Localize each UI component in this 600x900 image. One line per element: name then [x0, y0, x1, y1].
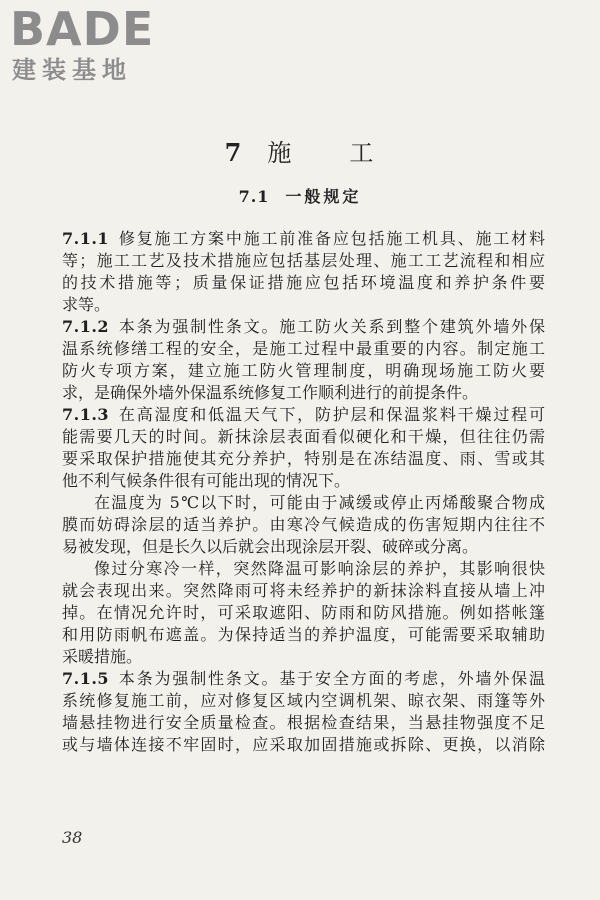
text-line: 要采取保护措施使其充分养护，特别是在冻结温度、雨、雪或其: [62, 449, 545, 468]
text-line: 和用防雨帆布遮盖。为保持适当的养护温度，可能需要采取辅助: [62, 625, 545, 644]
clause-text: 本条为强制性条文。施工防火关系到整个建筑外墙外保: [117, 317, 545, 336]
chapter-title-part1: 施: [267, 139, 294, 167]
clause-7-1-1: [62, 228, 545, 316]
text-line: 他不利气候条件很有可能出现的情况下。: [62, 471, 351, 490]
clause-text: 在高湿度和低温天气下，防护层和保温浆料干燥过程可: [117, 405, 545, 424]
text-line: 求，是确保外墙外保温系统修复工作顺利进行的前提条件。: [62, 383, 479, 402]
watermark-logo: [10, 4, 180, 86]
clause-text: 本条为强制性条文。基于安全方面的考虑，外墙外保温: [117, 669, 545, 688]
text-line: 求等。: [62, 295, 111, 314]
section-heading: 一般规定: [285, 187, 362, 206]
logo-chinese-text: 建装基地: [12, 56, 132, 84]
section-number: 7.1: [238, 187, 270, 206]
text-line: 的技术措施等；质量保证措施应包括环境温度和养护条件要: [62, 273, 545, 292]
clause-7-1-2: [62, 316, 545, 404]
chapter-title: [0, 138, 600, 168]
clause-number: 7.1.5: [62, 669, 110, 688]
text-line: [62, 668, 545, 690]
text-line: 能需要几天的时间。新抹涂层表面看似硬化和干燥，但往往仍需: [62, 427, 545, 446]
clause-7-1-3: [62, 404, 545, 668]
clause-number: 7.1.2: [62, 317, 110, 336]
text-line: [62, 228, 545, 250]
text-line: 系统修复施工前，应对修复区域内空调机架、晾衣架、雨篷等外: [62, 691, 545, 710]
text-line: 墙悬挂物进行安全质量检查。根据检查结果，当悬挂物强度不足: [62, 713, 545, 732]
text-line: 在温度为 5℃以下时，可能由于减缓或停止丙烯酸聚合物成: [94, 493, 545, 512]
text-line: 掉。在情况允许时，可采取遮阳、防雨和防风措施。例如搭帐篷: [62, 603, 545, 622]
logo-latin-text: BADE: [10, 2, 155, 56]
chapter-number: 7: [224, 138, 244, 167]
text-line: 或与墙体连接不牢固时，应采取加固措施或拆除、更换，以消除: [62, 735, 545, 754]
clause-text: 修复施工方案中施工前准备应包括施工机具、施工材料: [117, 229, 545, 248]
section-title: [0, 186, 600, 208]
text-line: 防火专项方案，建立施工防火管理制度，明确现场施工防火要: [62, 361, 545, 380]
text-line: 就会表现出来。突然降雨可将未经养护的新抹涂料直接从墙上冲: [62, 581, 545, 600]
body-text: [62, 228, 545, 756]
text-line: 采暖措施。: [62, 647, 143, 666]
text-line: [62, 316, 545, 338]
clause-number: 7.1.1: [62, 229, 110, 248]
text-line: 像过分寒冷一样，突然降温可影响涂层的养护，其影响很快: [94, 559, 545, 578]
text-line: 易被发现，但是长久以后就会出现涂层开裂、破碎或分离。: [62, 537, 479, 556]
clause-number: 7.1.3: [62, 405, 110, 424]
text-line: 等；施工工艺及技术措施应包括基层处理、施工工艺流程和相应: [62, 251, 545, 270]
page-number: 38: [62, 828, 83, 847]
text-line: [62, 404, 545, 426]
chapter-title-part2: 工: [349, 139, 376, 167]
clause-7-1-5: [62, 668, 545, 756]
text-line: 膜而妨碍涂层的适当养护。由寒冷气候造成的伤害短期内往往不: [62, 515, 545, 534]
text-line: 温系统修缮工程的安全，是施工过程中最重要的内容。制定施工: [62, 339, 545, 358]
